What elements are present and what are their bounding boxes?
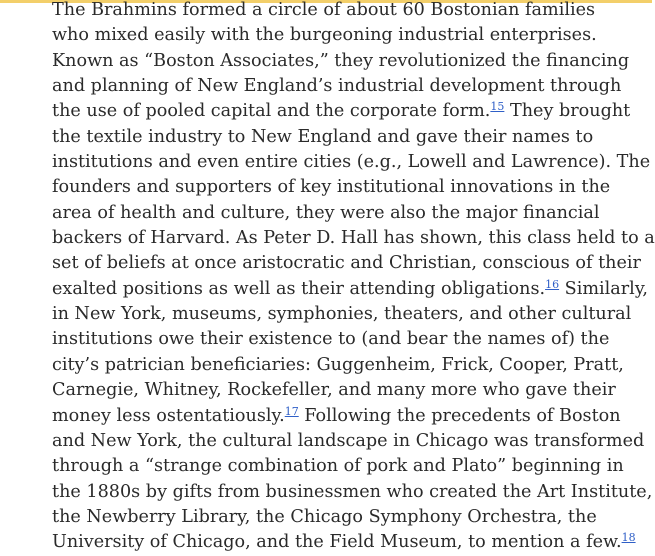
text-line <box>52 404 621 429</box>
text-segment: institutions owe their existence to (and bear the names of) the <box>52 329 610 350</box>
text-segment: backers of Harvard. As Peter D. Hall has shown, this class held to a <box>52 228 655 249</box>
text-line <box>52 327 610 352</box>
text-line <box>52 378 616 403</box>
text-line <box>52 74 622 99</box>
text-segment: Following the precedents of Boston <box>298 405 621 426</box>
text-segment: through a “strange combination of pork and Plato” beginning in <box>52 456 624 477</box>
text-line <box>52 226 655 251</box>
text-segment: Similarly, <box>559 278 649 299</box>
text-segment: founders and supporters of key institutional innovations in the <box>52 177 611 198</box>
text-segment: University of Chicago, and the Field Museum, to mention a few. <box>52 532 622 553</box>
text-segment: the use of pooled capital and the corporate form. <box>52 101 491 122</box>
text-segment: the Newberry Library, the Chicago Symphony Orchestra, the <box>52 506 597 527</box>
text-line <box>52 302 632 327</box>
text-line <box>52 454 624 479</box>
text-segment: and planning of New England’s industrial development through <box>52 76 622 97</box>
text-line <box>52 429 645 454</box>
text-segment: and New York, the cultural landscape in Chicago was transformed <box>52 430 645 451</box>
footnote-link-18[interactable]: 18 <box>621 531 636 545</box>
text-line <box>52 175 611 200</box>
text-segment: the textile industry to New England and gave their names to <box>52 126 594 147</box>
text-segment: Known as “Boston Associates,” they revolutionized the financing <box>52 50 630 71</box>
text-segment: in New York, museums, symphonies, theaters, and other cultural <box>52 304 632 325</box>
text-line <box>52 353 624 378</box>
footnote-link-16[interactable]: 16 <box>545 277 560 291</box>
text-line <box>52 505 597 530</box>
text-line <box>52 530 636 555</box>
body-paragraph <box>52 0 655 556</box>
text-line <box>52 0 596 23</box>
text-segment: institutions and even entire cities (e.g., Lowell and Lawrence). The <box>52 152 651 173</box>
text-line <box>52 277 649 302</box>
text-segment: Carnegie, Whitney, Rockefeller, and many more who gave their <box>52 380 616 401</box>
text-line <box>52 480 653 505</box>
text-line <box>52 23 597 48</box>
text-segment: money less ostentatiously. <box>52 405 285 426</box>
text-line <box>52 49 630 74</box>
text-segment: exalted positions as well as their attending obligations. <box>52 278 546 299</box>
text-segment: who mixed easily with the burgeoning industrial enterprises. <box>52 25 597 46</box>
text-segment: The Brahmins formed a circle of about 60 Bostonian families <box>52 0 596 20</box>
text-line <box>52 150 651 175</box>
text-segment: They brought <box>504 101 631 122</box>
text-segment: area of health and culture, they were also the major financial <box>52 202 600 223</box>
text-segment: city’s patrician beneficiaries: Guggenheim, Frick, Cooper, Pratt, <box>52 354 624 375</box>
footnote-link-17[interactable]: 17 <box>284 404 299 418</box>
text-line <box>52 201 600 226</box>
text-segment: the 1880s by gifts from businessmen who created the Art Institute, <box>52 481 653 502</box>
text-line <box>52 125 593 150</box>
text-line <box>52 99 631 124</box>
text-segment: set of beliefs at once aristocratic and Christian, conscious of their <box>52 253 641 274</box>
footnote-link-15[interactable]: 15 <box>490 100 505 114</box>
text-line <box>52 251 641 276</box>
